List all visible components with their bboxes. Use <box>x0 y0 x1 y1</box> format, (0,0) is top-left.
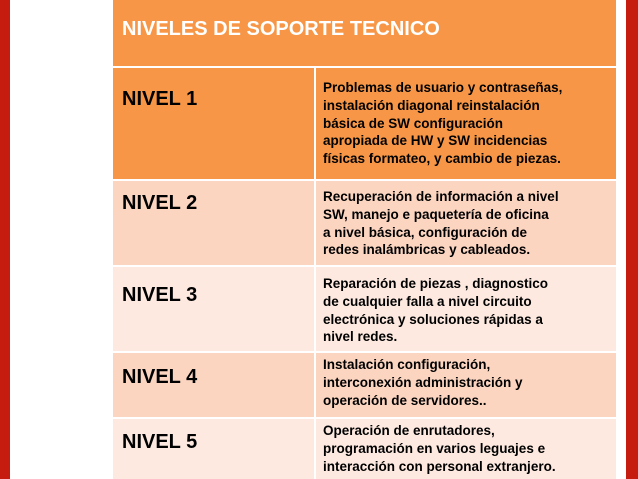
table-title: NIVELES DE SOPORTE TECNICO <box>122 18 440 40</box>
description-line: Instalación configuración, <box>323 357 491 372</box>
description-cell <box>318 353 616 417</box>
table-header-row <box>113 0 616 68</box>
left-frame-bar <box>0 0 10 479</box>
level-label: NIVEL 2 <box>122 192 198 214</box>
description-line: de cualquier falla a nivel circuito <box>323 293 532 309</box>
table-row <box>113 68 616 181</box>
description-text <box>323 188 615 259</box>
level-label: NIVEL 3 <box>122 284 198 306</box>
description-cell <box>318 419 616 479</box>
description-line: básica de SW configuración <box>323 115 504 131</box>
description-text <box>323 79 615 168</box>
table-row <box>113 181 616 267</box>
description-line: instalación diagonal reinstalación <box>323 97 540 113</box>
table-row <box>113 353 616 419</box>
description-line: a nivel básica, configuración de <box>323 224 528 240</box>
level-label: NIVEL 1 <box>122 88 198 110</box>
support-levels-table <box>113 0 616 479</box>
description-line: interconexión administración y <box>323 374 523 390</box>
level-cell <box>113 68 316 179</box>
right-frame-bar <box>626 0 638 479</box>
table-row <box>113 267 616 353</box>
description-line: Problemas de usuario y contraseñas, <box>323 80 563 95</box>
level-cell <box>113 419 316 479</box>
description-text <box>323 356 615 409</box>
description-line: apropiada de HW y SW incidencias <box>323 133 548 149</box>
description-line: redes inalámbricas y cableados. <box>323 242 531 258</box>
description-line: programación en varios leguajes e <box>323 440 546 456</box>
description-text <box>323 275 615 346</box>
description-cell <box>318 181 616 265</box>
level-cell <box>113 267 316 351</box>
description-line: nivel redes. <box>323 329 398 345</box>
level-cell <box>113 181 316 265</box>
table-row <box>113 419 616 479</box>
description-line: SW, manejo e paquetería de oficina <box>323 206 549 222</box>
description-line: operación de servidores.. <box>323 392 487 408</box>
description-line: Recuperación de información a nivel <box>323 189 559 204</box>
description-line: Reparación de piezas , diagnostico <box>323 276 549 291</box>
level-cell <box>113 353 316 417</box>
description-line: Operación de enrutadores, <box>323 423 495 438</box>
description-text <box>323 422 615 475</box>
level-label: NIVEL 5 <box>122 431 198 453</box>
description-line: físicas formateo, y cambio de piezas. <box>323 151 561 167</box>
description-cell <box>318 267 616 351</box>
description-cell <box>318 68 616 179</box>
description-line: electrónica y soluciones rápidas a <box>323 311 543 327</box>
level-label: NIVEL 4 <box>122 366 198 388</box>
description-line: interacción con personal extranjero. <box>323 458 556 474</box>
